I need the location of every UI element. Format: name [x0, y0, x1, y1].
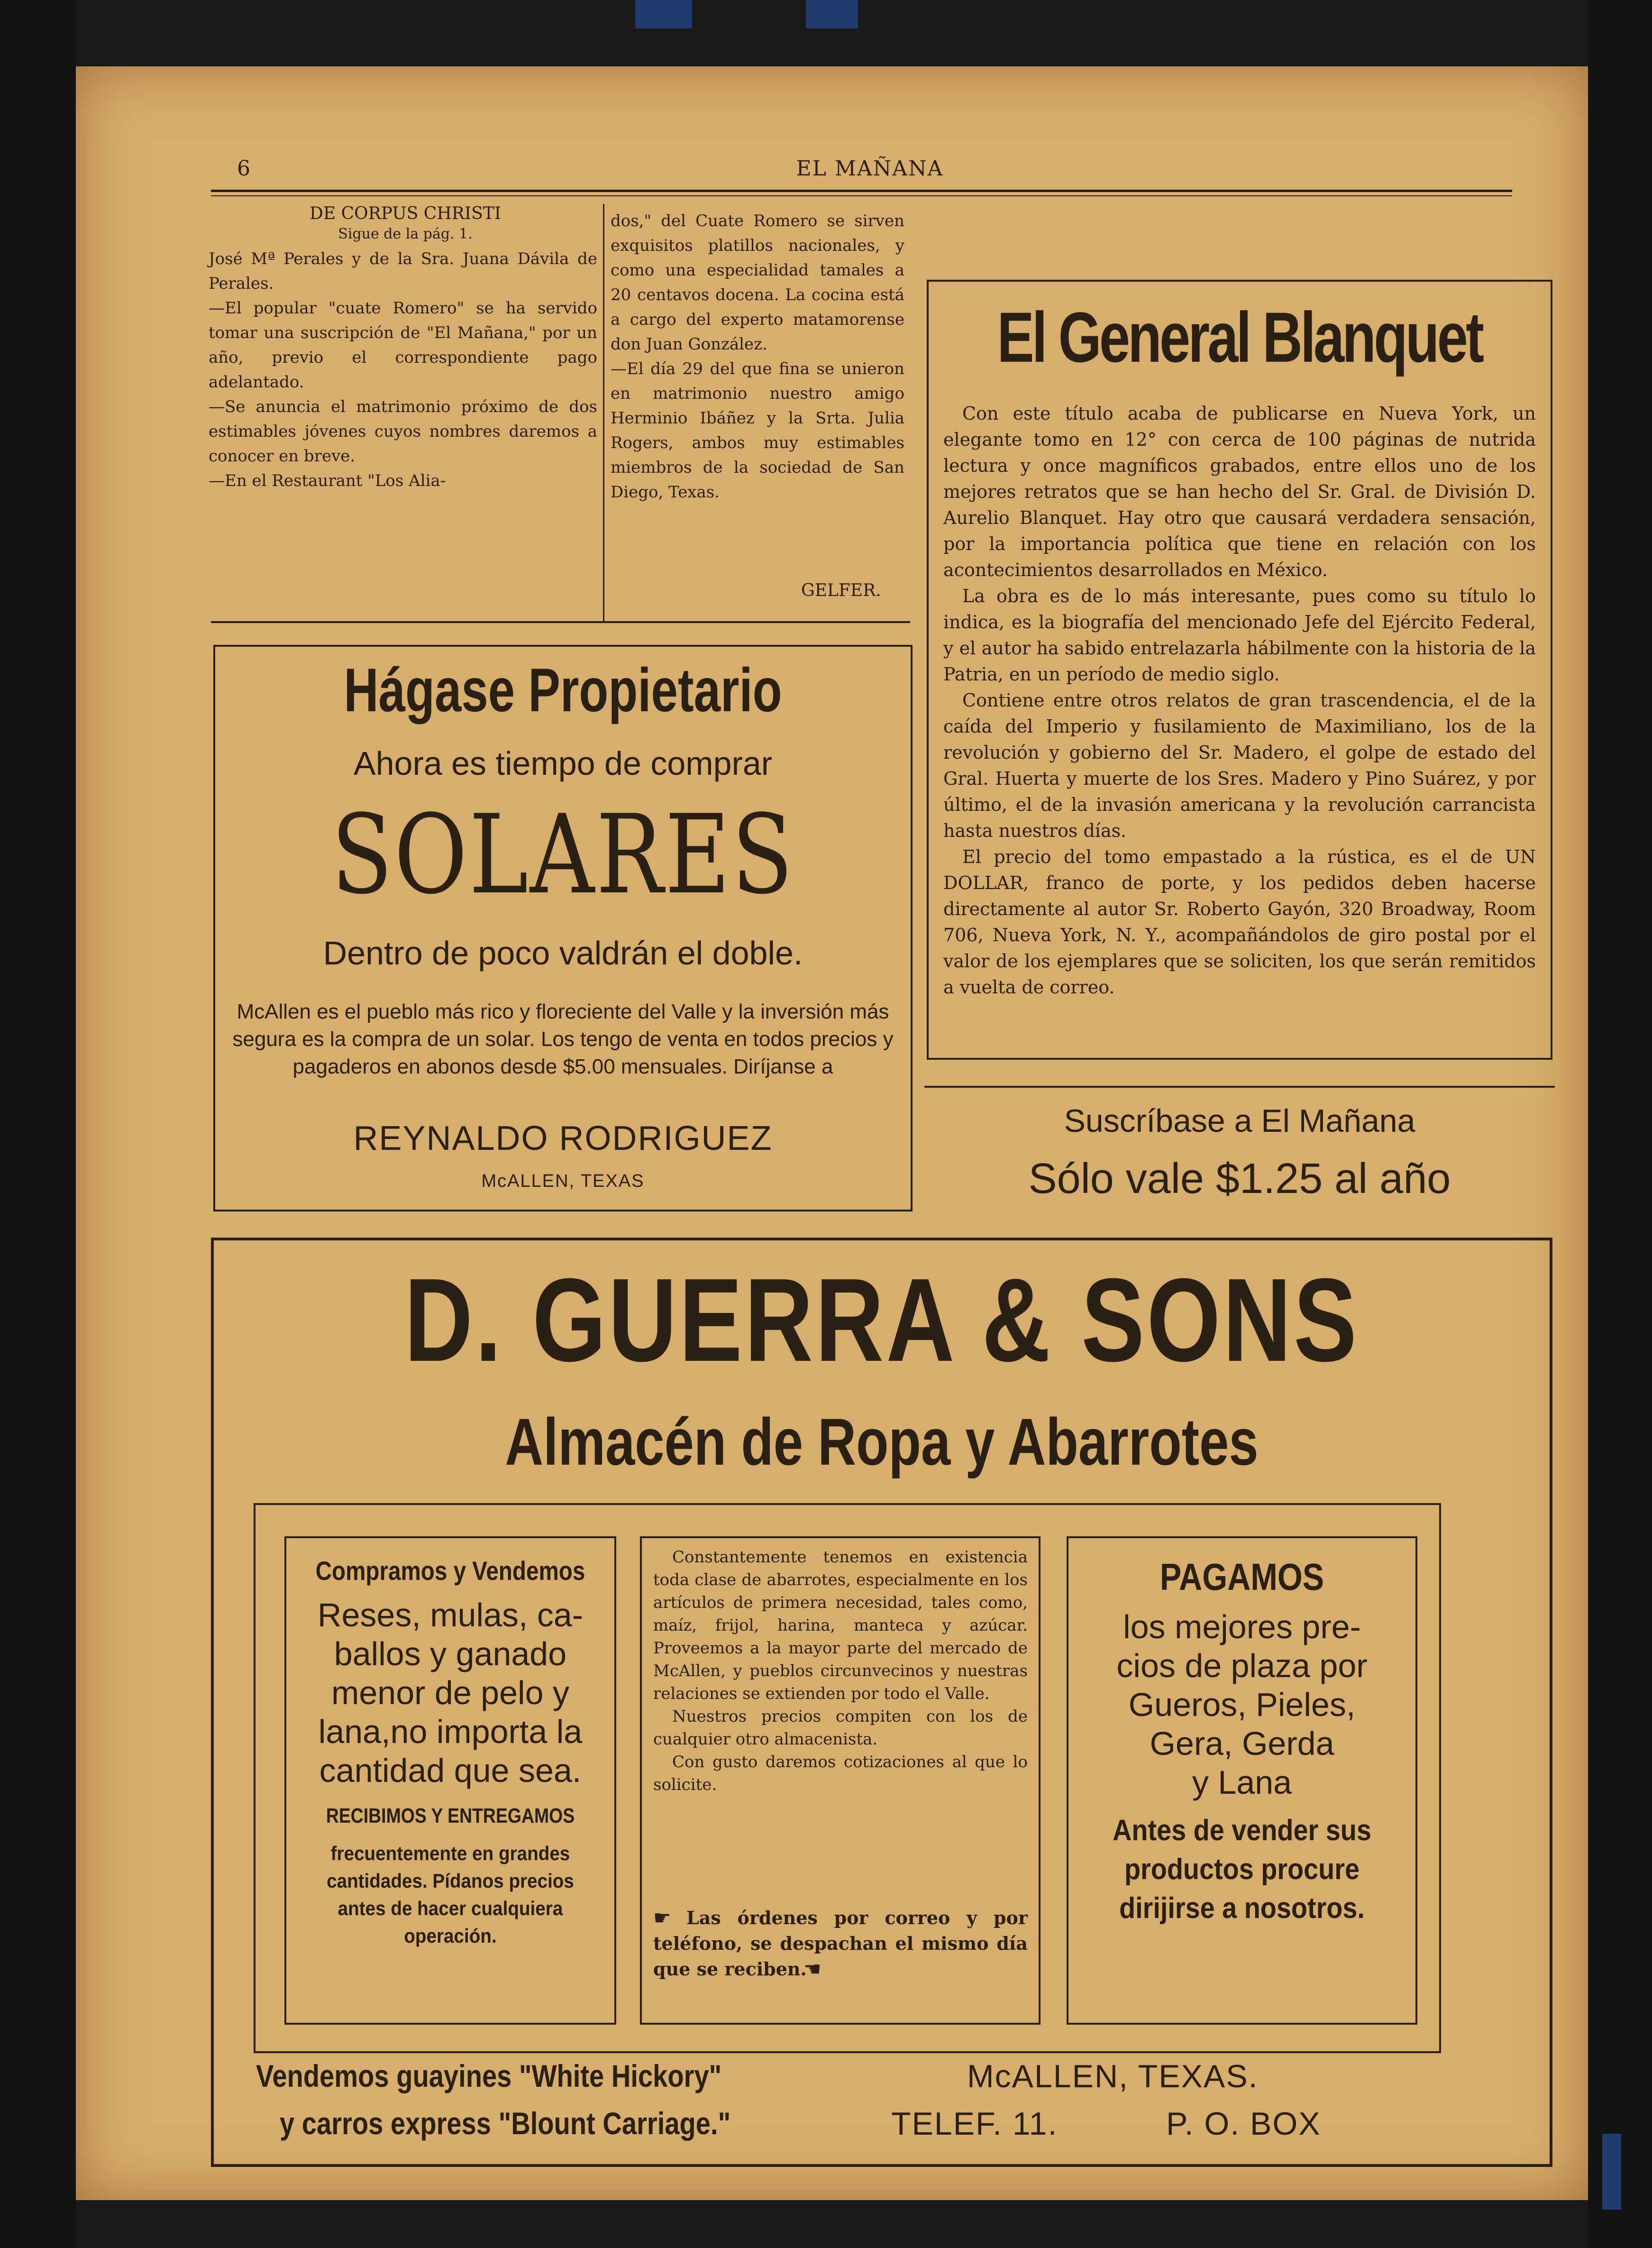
- guerra-left-line-2: ballos y ganado: [334, 1635, 567, 1672]
- corpus-col1-p1: José Mª Perales y de la Sra. Juana Dávila de Perales.: [209, 249, 597, 293]
- guerra-middle-p1: Constantemente tenemos en existencia toda clase de abarrotes, especialmente en los artículos de primera necesidad, tales como, maíz, frijol, harina, manteca y azúcar. Proveemos a la mayor parte del mercado de McAllen, y pueblos circunvecinos y nuestras relaciones se extienden por todo el Valle.: [653, 1548, 1028, 1703]
- background-marker-top: [635, 0, 692, 28]
- column-divider: [603, 204, 604, 621]
- corpus-col1-p3: —Se anuncia el matrimonio próximo de dos estimables jóvenes cuyos nombres daremos a conocer en breve.: [209, 397, 597, 466]
- guerra-middle-p2: Nuestros precios compiten con los de cualquier otro almacenista.: [653, 1707, 1028, 1749]
- pointing-hand-icon: ☛: [653, 1906, 671, 1929]
- guerra-left-body: frecuentemente en grandes cantidades. Pídanos precios antes de hacer cualquiera operación.: [327, 1842, 574, 1947]
- header-rule-thin: [211, 195, 1512, 196]
- guerra-footer-left-1: Vendemos guayines "White Hickory": [256, 2058, 722, 2093]
- propietario-body: McAllen es el pueblo más rico y floreciente del Valle y la inversión más segura es la compra de un solar. Los tengo de venta en todos precios y pagaderos en abonos desde $5.00 mensuales. Diríjanse a: [232, 1000, 894, 1078]
- guerra-right-line-2: cios de plaza por: [1116, 1647, 1368, 1684]
- corpus-column-2: [611, 209, 904, 505]
- guerra-left-line-3: menor de pelo y: [331, 1674, 569, 1711]
- blanquet-title: El General Blanquet: [997, 297, 1482, 377]
- guerra-footer-right-2b: P. O. BOX: [1166, 2106, 1321, 2142]
- propietario-city: McALLEN, TEXAS: [481, 1171, 645, 1191]
- blanquet-p3: Contiene entre otros relatos de gran trascendencia, el de la caída del Imperio y fusilamiento de Maximiliano, los de la revolución y gobierno del Sr. Madero, el golpe de estado del Gral. Huerta y muerte de los Sres. Madero y Pino Suárez, y por último, el de la invasión americana y la revolución carrancista hasta nuestros días.: [943, 690, 1536, 841]
- guerra-left-line-1: Reses, mulas, ca-: [317, 1597, 584, 1633]
- blanquet-body: [943, 401, 1536, 1000]
- guerra-left-line-5: cantidad que sea.: [319, 1752, 582, 1789]
- corpus-bottom-rule: [211, 621, 910, 623]
- guerra-footer-right-1: McALLEN, TEXAS.: [967, 2058, 1259, 2094]
- background-marker-top-2: [806, 0, 858, 28]
- background-marker-bottom-right: [1602, 2134, 1621, 2210]
- corpus-signature: GELFER.: [801, 581, 881, 600]
- blanquet-p1: Con este título acaba de publicarse en Nueva York, un elegante tomo en 12° con cerca de 100 páginas de nutrida lectura y once magníficos grabados, entre ellos uno de los mejores retratos que se han hecho del Sr. Gral. de División D. Aurelio Blanquet. Hay otro que causará verdadera sensación, por la importancia política que tiene en relación con los acontecimientos desarrollados en México.: [943, 403, 1536, 580]
- guerra-subtitle: Almacén de Ropa y Abarrotes: [505, 1404, 1259, 1479]
- guerra-right-lines: [1076, 1607, 1408, 1802]
- propietario-solares: SOLARES: [331, 792, 795, 918]
- guerra-left-sub: RECIBIMOS Y ENTREGAMOS: [326, 1804, 575, 1827]
- guerra-left-line-4: lana,no importa la: [318, 1713, 583, 1750]
- guerra-right-line-5: y Lana: [1192, 1764, 1292, 1801]
- propietario-headline: Hágase Propietario: [344, 655, 782, 725]
- pointing-hand-icon-2: ☛: [803, 1957, 821, 1981]
- page-number: 6: [237, 156, 250, 181]
- subscribe-top-rule: [924, 1086, 1555, 1088]
- guerra-right-bold: Antes de vender sus productos procure dirijirse a nosotros.: [1113, 1814, 1371, 1925]
- masthead: EL MAÑANA: [796, 156, 944, 181]
- guerra-left-heading: Compramos y Vendemos: [315, 1556, 585, 1586]
- corpus-column-1: [209, 247, 597, 493]
- propietario-line1: Ahora es tiempo de comprar: [353, 745, 773, 782]
- background-strip-right: [1588, 0, 1652, 2248]
- corpus-title: DE CORPUS CHRISTI: [310, 204, 501, 223]
- guerra-middle-p3: Con gusto daremos cotizaciones al que lo solicite.: [653, 1753, 1028, 1794]
- guerra-footer-left-2: y carros express "Blount Carriage.": [280, 2106, 731, 2141]
- guerra-middle-body: [653, 1546, 1028, 1796]
- guerra-title: D. GUERRA & SONS: [404, 1254, 1359, 1386]
- blanquet-p4: El precio del tomo empastado a la rústica, es el de UN DOLLAR, franco de porte, y los pedidos deben hacerse directamente al autor Sr. Roberto Gayón, 320 Broadway, Room 706, Nueva York, N. Y., acompañándolos de giro postal por el valor de los ejemplares que se soliciten, los que serán remitidos a vuelta de correo.: [943, 846, 1536, 998]
- guerra-right-line-4: Gera, Gerda: [1150, 1725, 1334, 1762]
- propietario-name: REYNALDO RODRIGUEZ: [353, 1119, 773, 1157]
- corpus-col2-p2: —El día 29 del que fina se unieron en matrimonio nuestro amigo Herminio Ibáñez y la Srta. Julia Rogers, ambos muy estimables miembros de la sociedad de San Diego, Texas.: [611, 359, 904, 502]
- guerra-middle-orders: Las órdenes por correo y por teléfono, se despachan el mismo día que se reciben.: [653, 1907, 1028, 1980]
- subscribe-line1: Suscríbase a El Mañana: [1064, 1103, 1415, 1139]
- corpus-col1-p4: —En el Restaurant "Los Alia-: [209, 471, 446, 490]
- background-strip-left: [0, 0, 76, 2248]
- newspaper-page: [76, 66, 1588, 2200]
- corpus-col2-p1: dos," del Cuate Romero se sirven exquisitos platillos nacionales, y como una especialidad tamales a 20 centavos docena. La cocina está a cargo del experto matamorense don Juan González.: [611, 211, 904, 354]
- propietario-line2: Dentro de poco valdrán el doble.: [323, 935, 803, 972]
- guerra-right-line-3: Gueros, Pieles,: [1128, 1686, 1356, 1723]
- guerra-right-line-1: los mejores pre-: [1123, 1608, 1361, 1645]
- corpus-col1-p2: —El popular "cuate Romero" se ha servido tomar una suscripción de "El Mañana," por un año, previo el correspondiente pago adelantado.: [209, 299, 597, 392]
- header-rule: [211, 190, 1512, 192]
- blanquet-p2: La obra es de lo más interesante, pues como su título lo indica, es la biografía del mencionado Jefe del Ejército Federal, y el autor ha sabido entrelazarla hábilmente con la historia de la Patria, en un período de medio siglo.: [943, 586, 1536, 685]
- corpus-continued: Sigue de la pág. 1.: [338, 226, 473, 242]
- guerra-left-lines: [294, 1596, 607, 1790]
- guerra-right-heading: PAGAMOS: [1159, 1556, 1324, 1598]
- subscribe-line2: Sólo vale $1.25 al año: [1028, 1155, 1451, 1202]
- guerra-footer-right-2a: TELEF. 11.: [891, 2106, 1058, 2142]
